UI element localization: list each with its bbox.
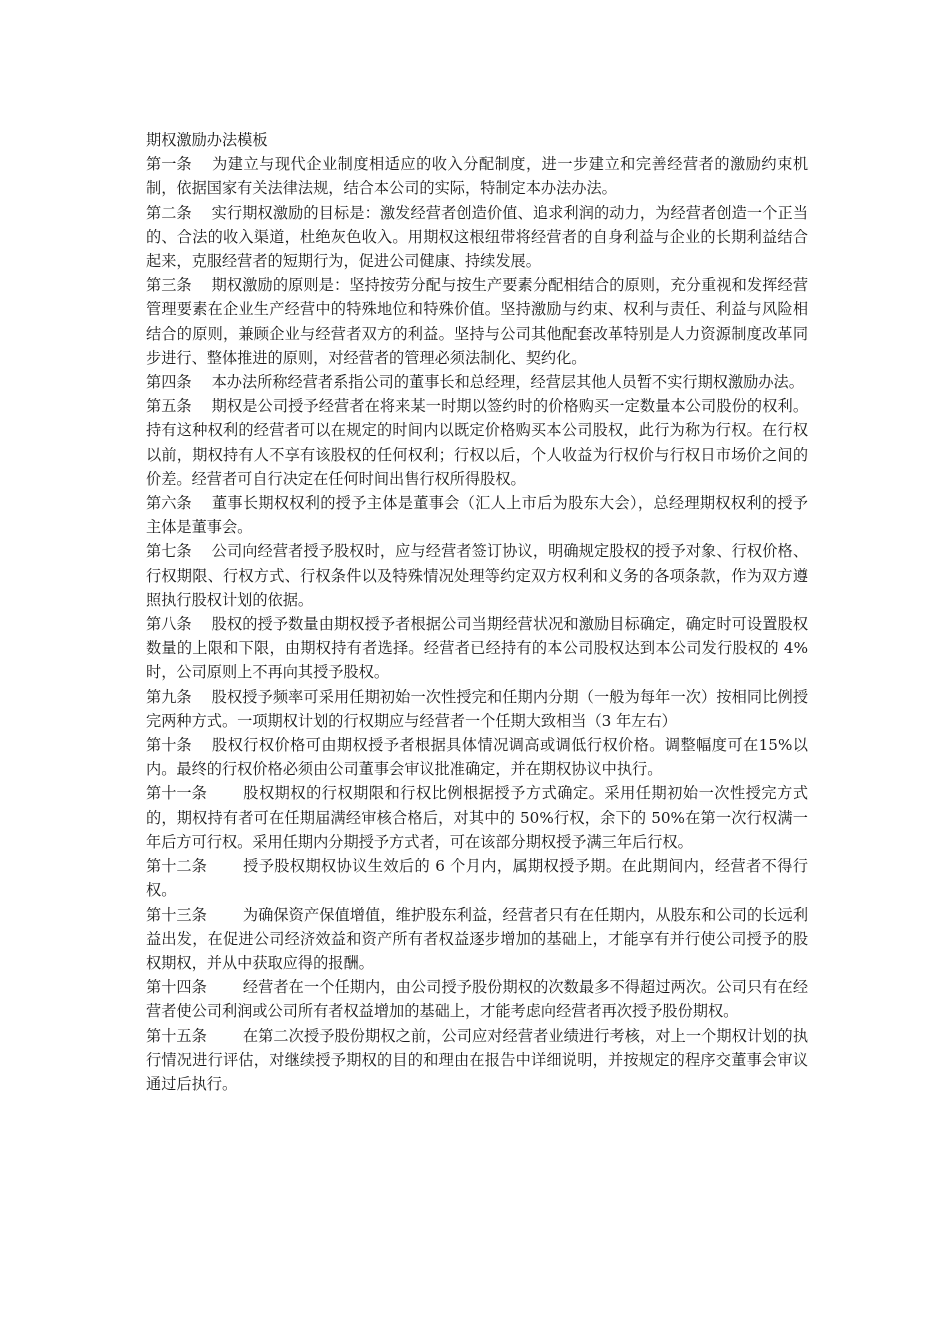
article-12 (146, 854, 808, 902)
article-number: 第八条 (146, 615, 192, 634)
article-2 (146, 201, 808, 274)
article-text: 经营者在一个任期内，由公司授予股份期权的次数最多不得超过两次。公司只有在经营者使公司利润或公司所有者权益增加的基础上，才能考虑向经营者再次授予股份期权。 (146, 978, 808, 1021)
article-text: 为建立与现代企业制度相适应的收入分配制度，进一步建立和完善经营者的激励约束机制，依据国家有关法律法规，结合本公司的实际，特制定本办法办法。 (146, 155, 808, 198)
article-6 (146, 491, 808, 539)
article-text: 期权激励的原则是：坚持按劳分配与按生产要素分配相结合的原则，充分重视和发挥经营管理要素在企业生产经营中的特殊地位和特殊价值。坚持激励与约束、权利与责任、利益与风险相结合的原则，兼顾企业与经营者双方的利益。坚持与公司其他配套改革特别是人力资源制度改革同步进行、整体推进的原则，对经营者的管理必须法制化、契约化。 (146, 276, 808, 367)
article-5 (146, 394, 808, 491)
article-13 (146, 903, 808, 976)
article-text: 授予股权期权协议生效后的 6 个月内，属期权授予期。在此期间内，经营者不得行权。 (146, 857, 808, 900)
article-text: 本办法所称经营者系指公司的董事长和总经理，经营层其他人员暂不实行期权激励办法。 (211, 373, 804, 392)
article-text: 期权是公司授予经营者在将来某一时期以签约时的价格购买一定数量本公司股份的权利。持有这种权利的经营者可以在规定的时间内以既定价格购买本公司股权，此行为称为行权。在行权以前，期权持有人不享有该股权的任何权利；行权以后，个人收益为行权价与行权日市场价之间的价差。经营者可自行决定在任何时间出售行权所得股权。 (146, 397, 808, 488)
article-number: 第九条 (146, 687, 192, 706)
document-page (146, 128, 808, 1096)
article-number: 第五条 (146, 397, 192, 416)
article-number: 第十三条 (146, 905, 207, 924)
article-number: 第六条 (146, 494, 192, 513)
article-text: 股权的授予数量由期权授予者根据公司当期经营状况和激励目标确定，确定时可设置股权数量的上限和下限，由期权持有者选择。经营者已经持有的本公司股权达到本公司发行股权的 4%时，公司原则上不再向其授予股权。 (146, 615, 808, 682)
article-text: 股权授予频率可采用任期初始一次性授完和任期内分期（一般为每年一次）按相同比例授完两种方式。一项期权计划的行权期应与经营者一个任期大致相当（3 年左右） (146, 687, 808, 730)
article-number: 第十条 (146, 736, 192, 755)
article-number: 第三条 (146, 276, 192, 295)
article-text: 为确保资产保值增值，维护股东利益，经营者只有在任期内，从股东和公司的长远利益出发，在促进公司经济效益和资产所有者权益逐步增加的基础上，才能享有并行使公司授予的股权期权，并从中获取应得的报酬。 (146, 905, 808, 972)
article-number: 第二条 (146, 203, 192, 222)
article-number: 第七条 (146, 542, 192, 561)
article-number: 第十一条 (146, 784, 207, 803)
article-number: 第十二条 (146, 857, 207, 876)
article-1 (146, 152, 808, 200)
article-number: 第十五条 (146, 1026, 207, 1045)
article-3 (146, 273, 808, 370)
article-text: 股权期权的行权期限和行权比例根据授予方式确定。采用任期初始一次性授完方式的，期权持有者可在任期届满经审核合格后，对其中的 50%行权，余下的 50%在第一次行权满一年后方可行权。采用任期内分期授予方式者，可在该部分期权授予满三年后行权。 (146, 784, 808, 851)
article-number: 第一条 (146, 155, 192, 174)
article-11 (146, 781, 808, 854)
article-7 (146, 539, 808, 612)
article-number: 第四条 (146, 373, 192, 392)
document-title: 期权激励办法模板 (146, 131, 268, 149)
article-14 (146, 975, 808, 1023)
article-8 (146, 612, 808, 685)
article-number: 第十四条 (146, 978, 207, 997)
article-text: 在第二次授予股份期权之前，公司应对经营者业绩进行考核，对上一个期权计划的执行情况进行评估，对继续授予期权的目的和理由在报告中详细说明，并按规定的程序交董事会审议通过后执行。 (146, 1026, 808, 1093)
article-text: 实行期权激励的目标是：激发经营者创造价值、追求利润的动力，为经营者创造一个正当的、合法的收入渠道，杜绝灰色收入。用期权这根纽带将经营者的自身利益与企业的长期利益结合起来，克服经营者的短期行为，促进公司健康、持续发展。 (146, 203, 808, 271)
article-10 (146, 733, 808, 781)
article-9 (146, 685, 808, 733)
article-text: 公司向经营者授予股权时，应与经营者签订协议，明确规定股权的授予对象、行权价格、行权期限、行权方式、行权条件以及特殊情况处理等约定双方权利和义务的各项条款，作为双方遵照执行股权计划的依据。 (146, 542, 808, 609)
article-text: 董事长期权权利的授予主体是董事会（汇人上市后为股东大会），总经理期权权利的授予主体是董事会。 (146, 494, 808, 537)
article-text: 股权行权价格可由期权授予者根据具体情况调高或调低行权价格。调整幅度可在15%以内。最终的行权价格必须由公司董事会审议批准确定，并在期权协议中执行。 (146, 736, 808, 779)
article-4 (146, 370, 808, 394)
article-15 (146, 1024, 808, 1097)
